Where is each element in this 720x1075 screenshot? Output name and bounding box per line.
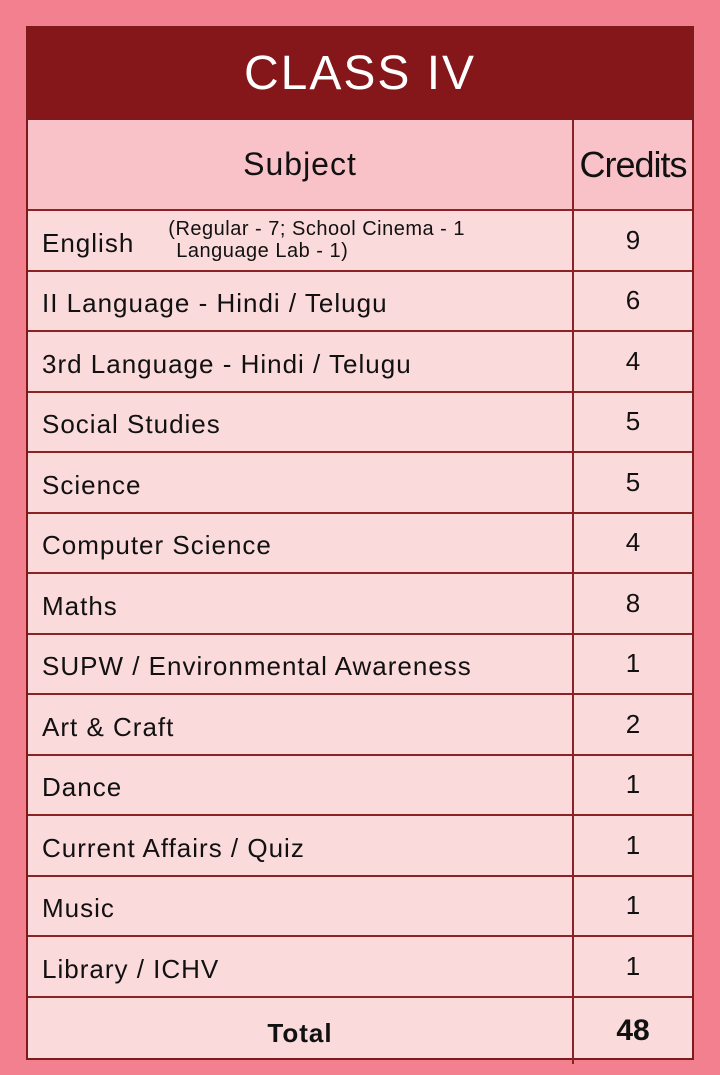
credits-cell: 4 [573, 331, 692, 392]
total-value: 48 [573, 997, 692, 1064]
credits-cell: 9 [573, 210, 692, 271]
table-row [28, 755, 692, 816]
class-title: CLASS IV [28, 28, 692, 120]
subject-cell: Dance [28, 755, 573, 816]
subject-cell: Art & Craft [28, 694, 573, 755]
subject-cell: Computer Science [28, 513, 573, 574]
subject-cell: SUPW / Environmental Awareness [28, 634, 573, 695]
credits-card [26, 26, 694, 1060]
table-row [28, 271, 692, 332]
table-row [28, 452, 692, 513]
credits-cell: 1 [573, 815, 692, 876]
credits-cell: 5 [573, 452, 692, 513]
table-row [28, 513, 692, 574]
subject-cell: Library / ICHV [28, 936, 573, 997]
header-row [28, 120, 692, 210]
english-note-line2: Language Lab - 1) [176, 240, 349, 263]
credits-cell: 1 [573, 755, 692, 816]
subject-cell: Maths [28, 573, 573, 634]
credits-cell: 8 [573, 573, 692, 634]
table-row [28, 634, 692, 695]
subject-name: English [42, 227, 135, 258]
total-row [28, 997, 692, 1064]
subject-cell: Current Affairs / Quiz [28, 815, 573, 876]
credits-cell: 5 [573, 392, 692, 453]
subject-header: Subject [28, 120, 573, 210]
table-row [28, 815, 692, 876]
table-row [28, 573, 692, 634]
table-row [28, 876, 692, 937]
credits-cell: 2 [573, 694, 692, 755]
credits-cell: 1 [573, 936, 692, 997]
english-note [168, 218, 465, 262]
subject-cell: 3rd Language - Hindi / Telugu [28, 331, 573, 392]
subject-cell: Science [28, 452, 573, 513]
table-row [28, 392, 692, 453]
credits-cell: 1 [573, 876, 692, 937]
subject-cell: Social Studies [28, 392, 573, 453]
subject-cell: Music [28, 876, 573, 937]
table-row [28, 210, 692, 271]
total-label: Total [28, 997, 573, 1064]
credits-header: Credits [573, 120, 692, 210]
table-row [28, 331, 692, 392]
english-note-line1: (Regular - 7; School Cinema - 1 [168, 218, 466, 241]
credits-cell: 1 [573, 634, 692, 695]
credits-cell: 6 [573, 271, 692, 332]
credits-table [28, 120, 692, 1064]
table-row [28, 936, 692, 997]
subject-cell [28, 210, 573, 271]
subject-cell: II Language - Hindi / Telugu [28, 271, 573, 332]
table-row [28, 694, 692, 755]
credits-cell: 4 [573, 513, 692, 574]
